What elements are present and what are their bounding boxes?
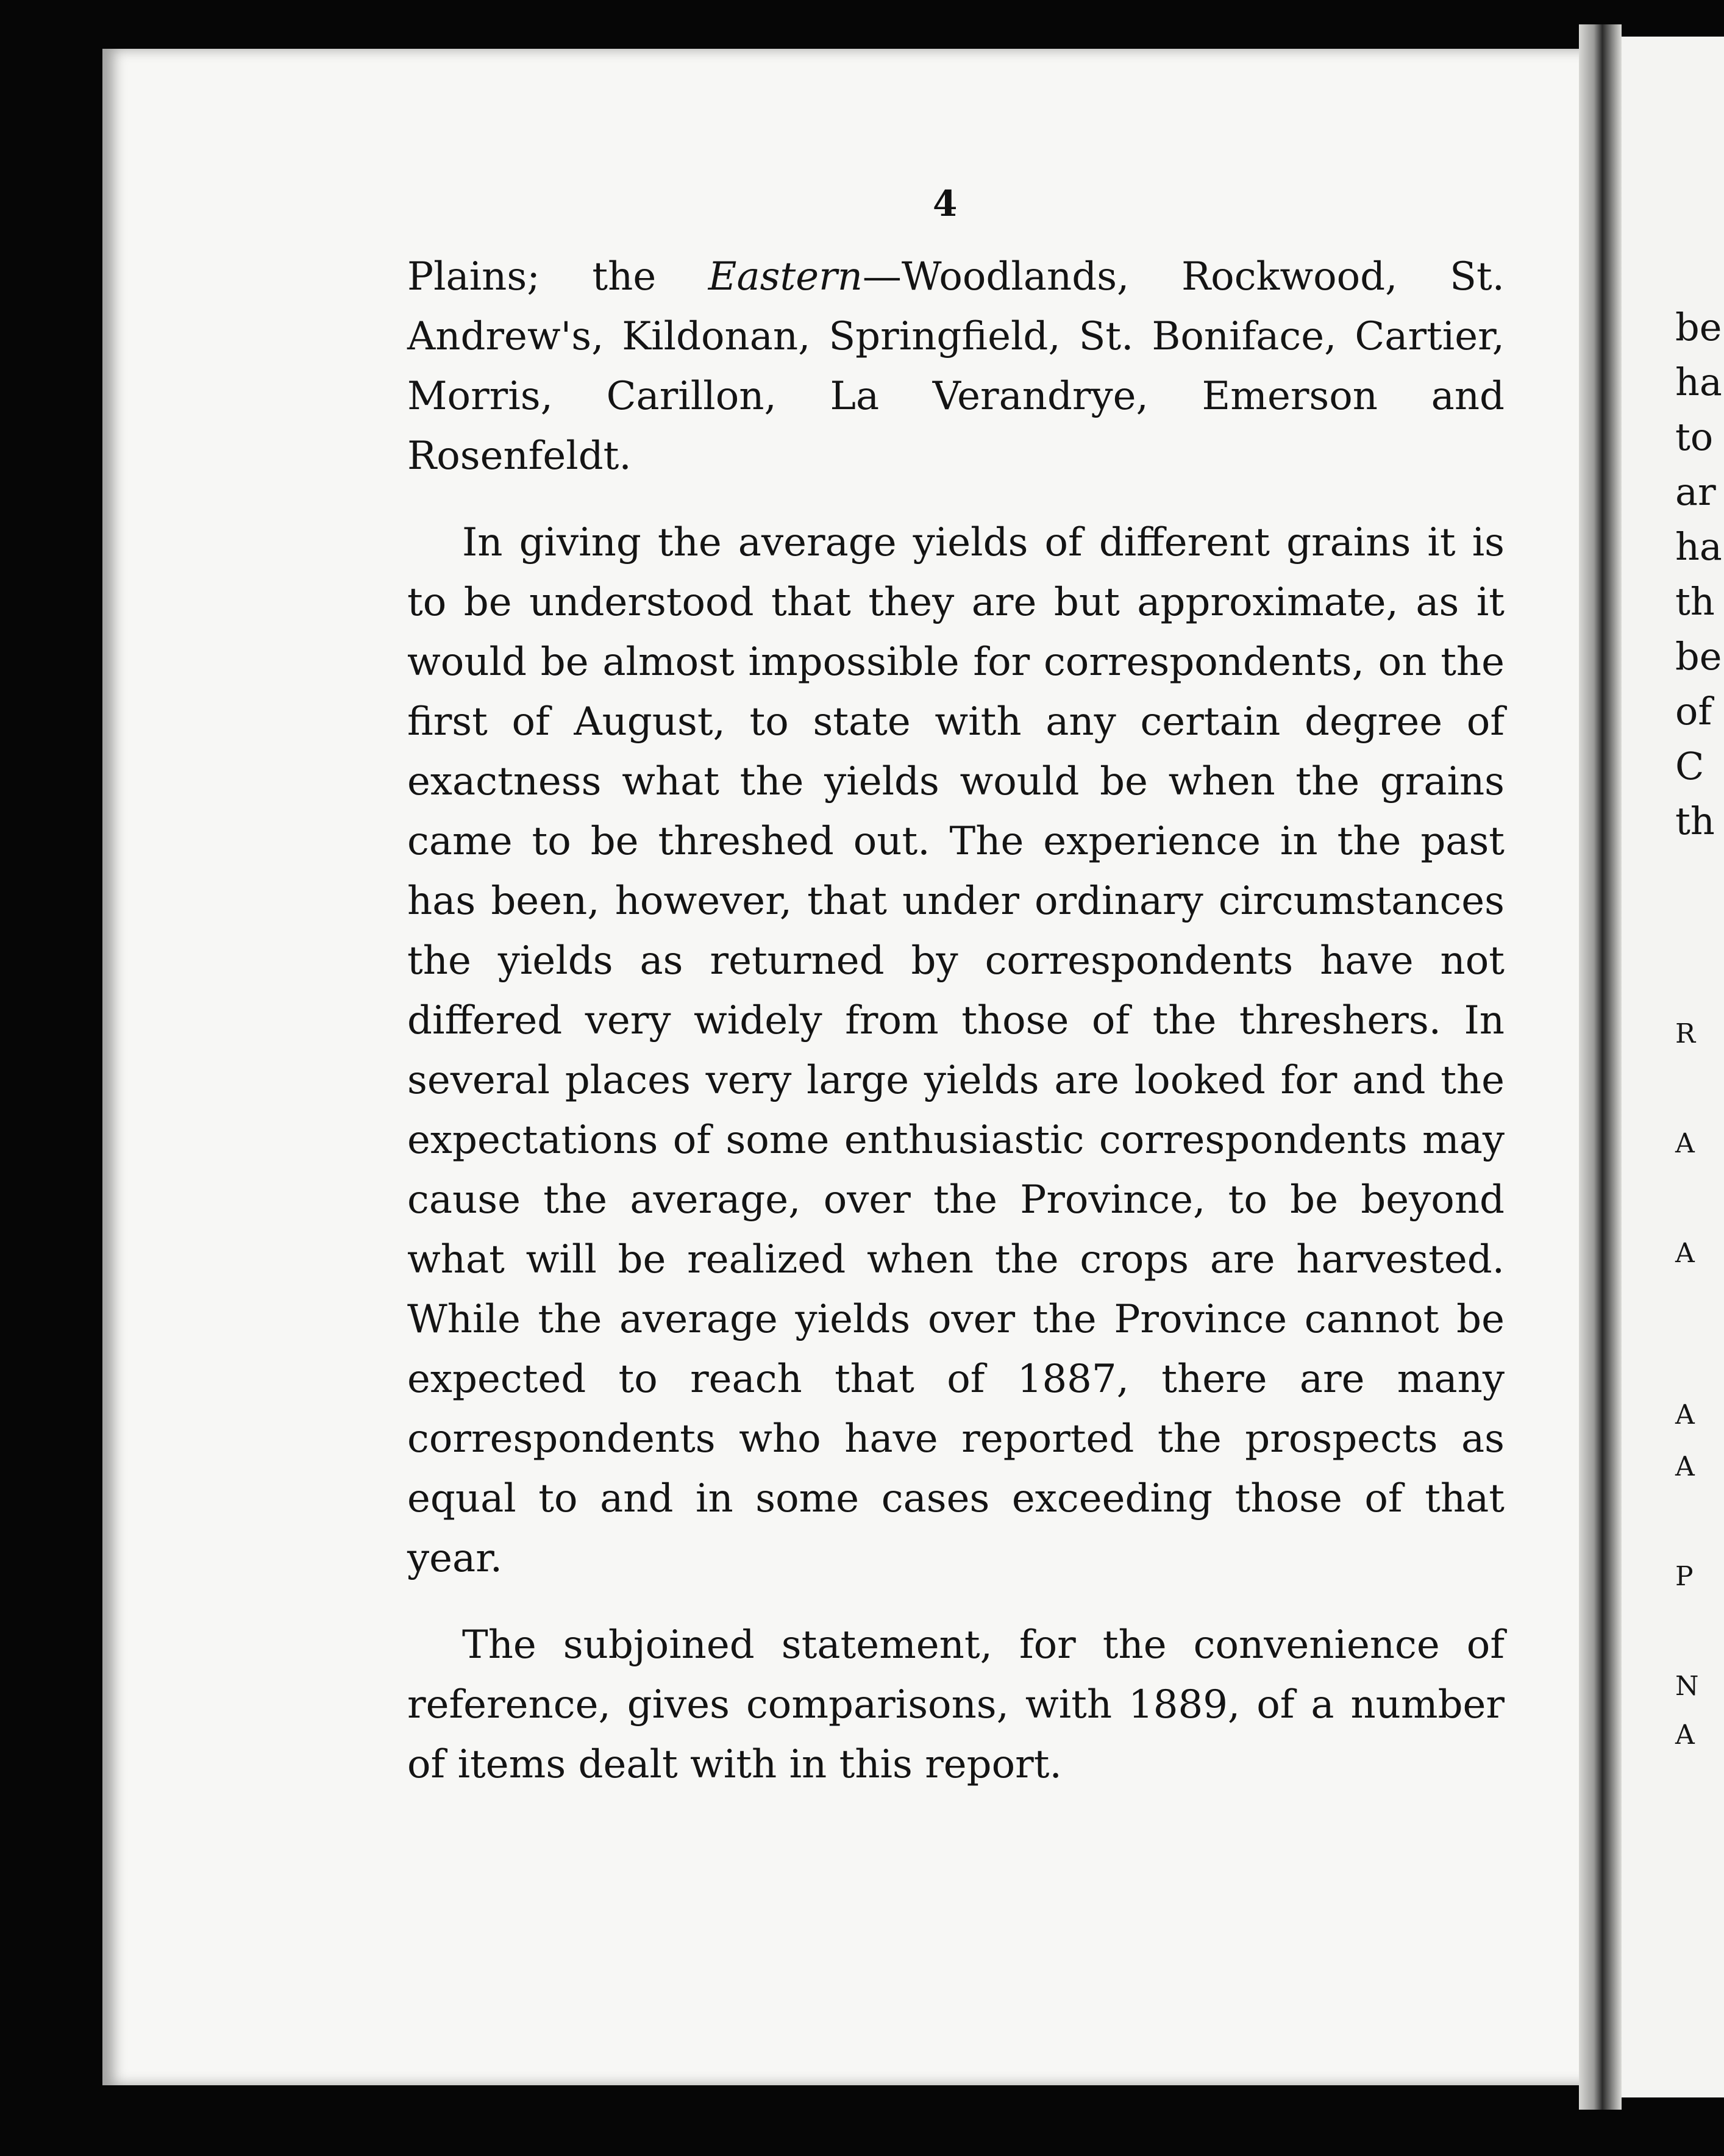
- right-fragment: P: [1675, 1561, 1694, 1592]
- right-fragment: A: [1675, 1719, 1695, 1751]
- body-text: [407, 247, 1505, 1794]
- right-fragment: C: [1675, 744, 1704, 788]
- right-fragment: ha: [1675, 360, 1722, 404]
- right-fragment: A: [1675, 1128, 1695, 1159]
- right-fragment: be: [1675, 634, 1722, 679]
- right-fragment: to: [1675, 415, 1714, 459]
- right-fragment: of: [1675, 689, 1712, 734]
- right-fragment: R: [1675, 1018, 1696, 1049]
- paragraph-subjoined-statement: The subjoined statement, for the convenience of reference, gives comparisons, with 1889, of a number of items dealt with in this report.: [407, 1622, 1505, 1787]
- right-fragment: th: [1675, 799, 1715, 843]
- districts-prefix: Plains; the: [407, 254, 708, 299]
- right-fragment: A: [1675, 1399, 1695, 1430]
- paragraph-average-yields: In giving the average yields of different grains it is to be understood that they are but approximate, as it would be almost impossible for correspondents, on the first of August, to state with any certain degree of exactness what the yields would be when the grains came to be threshed out. The experience in the past has been, however, that under ordinary circumstances the yields as returned by correspondents have not differed very widely from those of the threshers. In several places very large yields are looked for and the expectations of some enthusiastic correspondents may cause the average, over the Province, to be beyond what will be realized when the crops are harvested. While the average yields over the Province cannot be expected to reach that of 1887, there are many correspondents who have reported the prospects as equal to and in some cases exceeding those of that year.: [407, 520, 1505, 1581]
- eastern-label: Eastern: [708, 254, 863, 299]
- right-fragment: th: [1675, 579, 1715, 624]
- right-fragment: ha: [1675, 524, 1722, 569]
- right-fragment: ar: [1675, 469, 1716, 514]
- right-fragment: A: [1675, 1238, 1695, 1269]
- right-fragment: be: [1675, 305, 1722, 349]
- book-gutter: [1579, 24, 1622, 2110]
- page-number: 4: [933, 183, 958, 224]
- paragraph-districts: [407, 247, 1505, 486]
- districts-list: —Woodlands, Rockwood, St. Andrew's, Kildonan, Springfield, St. Boniface, Cartier, Morris, Carillon, La Verandrye, Emerson and Rosenfeldt.: [407, 254, 1505, 479]
- right-fragment: N: [1675, 1671, 1699, 1702]
- right-fragment: A: [1675, 1451, 1695, 1482]
